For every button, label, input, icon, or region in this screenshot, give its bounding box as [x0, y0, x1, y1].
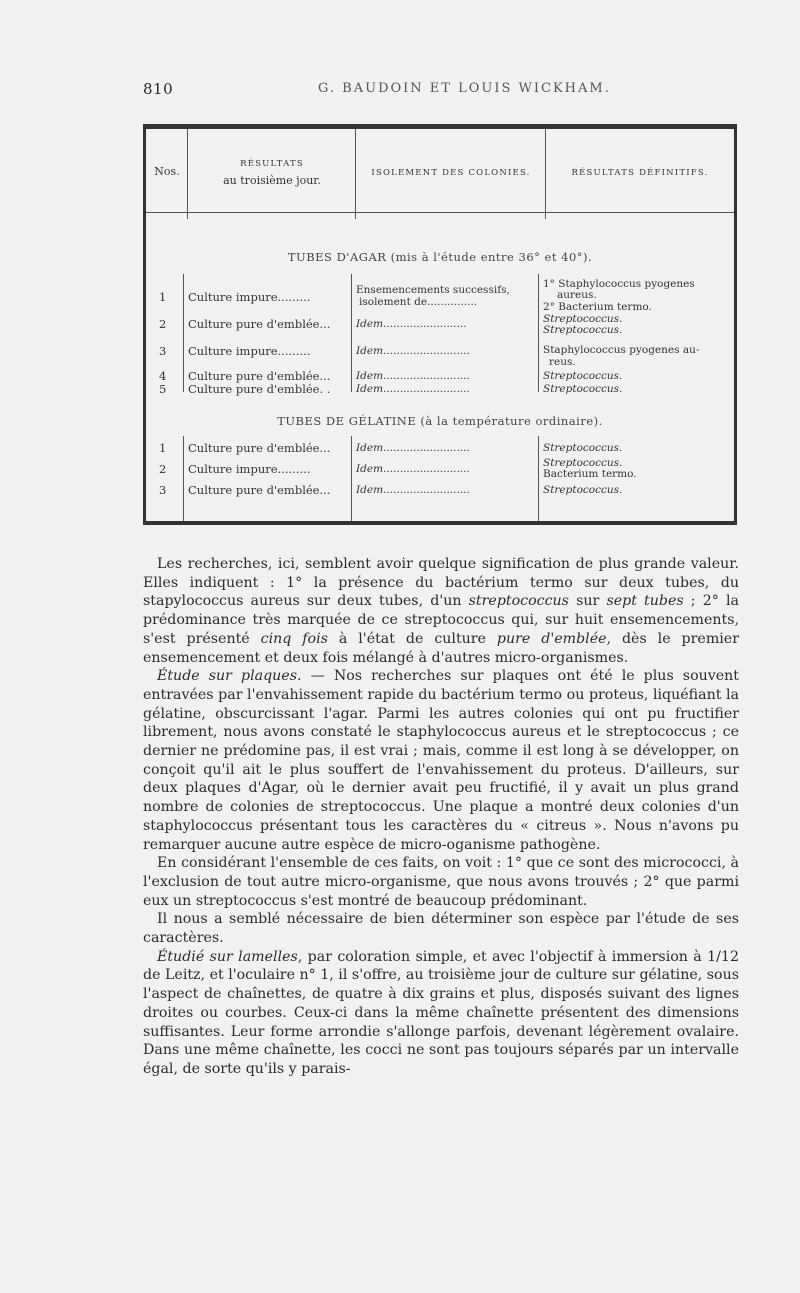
agar-row-1-final-2: aureus. [557, 289, 597, 301]
agar-row-3-num: 3 [159, 344, 167, 358]
agar-row-1-result: Culture impure......... [188, 290, 311, 304]
paragraph-plates [143, 667, 739, 854]
table-left-border [143, 124, 146, 525]
agar-row-2-result: Culture pure d'emblée... [188, 317, 331, 331]
text-run-italic: sept tubes [606, 593, 684, 610]
col-rule [538, 274, 539, 392]
col-rule [183, 436, 184, 521]
paragraph-lamelles [143, 948, 739, 1079]
agar-row-5-result: Culture pure d'emblée. . [188, 382, 331, 396]
col-rule [183, 274, 184, 392]
agar-row-4-final: Streptococcus. [543, 370, 623, 382]
agar-row-1-num: 1 [159, 290, 167, 304]
results-table [143, 124, 737, 526]
col-rule [351, 436, 352, 521]
col-header-num: Nos. [154, 165, 180, 178]
section-gelatine-title: TUBES DE GÉLATINE (à la température ordinaire). [277, 414, 603, 428]
agar-row-1-final: 1° Staphylococcus pyogenes [543, 278, 695, 290]
agar-row-3-final: Staphylococcus pyogenes au- [543, 344, 700, 356]
text-run: sur [568, 593, 607, 610]
agar-row-3-isolation: Idem.......................... [356, 345, 470, 357]
gelatine-row-3-num: 3 [159, 483, 167, 497]
header-rule [146, 212, 734, 213]
agar-row-4-result: Culture pure d'emblée... [188, 369, 331, 383]
text-run-italic: pure d'emblée [496, 630, 607, 647]
paragraph-conclusion: En considérant l'ensemble de ces faits, on voit : 1° que ce sont des micrococci, à l'exclusion de tout autre micro-organisme, que nous avons trouvés ; 2° que parmi eux un streptococcus s'est montré de beaucoup prédominant. [143, 855, 739, 909]
body-text [143, 555, 739, 1079]
col-header-results: RÉSULTATS [240, 159, 304, 169]
gelatine-row-3-final: Streptococcus. [543, 484, 623, 496]
text-run-italic: cinq fois [260, 630, 328, 647]
agar-row-2-num: 2 [159, 317, 167, 331]
agar-row-5-final: Streptococcus. [543, 383, 623, 395]
agar-row-4-num: 4 [159, 369, 167, 383]
col-rule [351, 274, 352, 392]
agar-row-5-num: 5 [159, 382, 167, 396]
section-agar-title: TUBES D'AGAR (mis à l'étude entre 36° et 40°). [287, 250, 593, 264]
section-heading-italic: Étudié sur lamelles [157, 948, 298, 965]
gelatine-row-2-result: Culture impure......... [188, 462, 311, 476]
gelatine-row-2-final: Streptococcus. [543, 457, 623, 469]
gelatine-row-1-final: Streptococcus. [543, 442, 623, 454]
agar-row-2-final: Streptococcus. [543, 313, 623, 325]
gelatine-row-1-isolation: Idem.......................... [356, 442, 470, 454]
gelatine-row-3-isolation: Idem.......................... [356, 484, 470, 496]
running-title: G. BAUDOIN ET LOUIS WICKHAM. [318, 81, 611, 96]
text-run: , par coloration simple, et avec l'objectif à immersion à 1/12 de Leitz, et l'oculaire n° 1, il s'offre, au troisième jour de culture sur gélatine, sous l'aspect de chaînettes, de quatre à dix grains et plus, disposés suivant des lignes droites ou courbes. Ceux-ci dans la même chaînette présentent des dimensions suffisantes. Leur forme arrondie s'allonge parfois, devenant légèrement ovalaire. Dans une même chaînette, les cocci ne sont pas toujours séparés par un intervalle égal, de sorte qu'ils y parais- [143, 948, 739, 1077]
agar-row-4-isolation: Idem.......................... [356, 370, 470, 382]
agar-row-5-isolation: Idem.......................... [356, 383, 470, 395]
text-run: à l'état de culture [327, 630, 497, 647]
agar-row-3-result: Culture impure......... [188, 344, 311, 358]
page-number: 810 [143, 80, 174, 98]
gelatine-row-2-num: 2 [159, 462, 167, 476]
table-top-border [143, 124, 737, 129]
table-bottom-border [143, 521, 737, 525]
agar-row-1-isolation: Ensemencements successifs, [356, 284, 510, 296]
col-header-results-sub: au troisième jour. [223, 174, 321, 187]
gelatine-row-1-num: 1 [159, 441, 167, 455]
text-run: ; 2° la prédominance très marquée de ce streptococcus qui, sur huit ensemencements, s'est présenté [143, 593, 739, 647]
agar-row-2-final-2: Streptococcus. [543, 324, 623, 336]
paragraph-species: Il nous a semblé nécessaire de bien déterminer son espèce par l'étude de ses caractères. [143, 911, 739, 947]
col-header-isolation: ISOLEMENT DES COLONIES. [371, 168, 531, 178]
text-run: , dès le premier ensemencement et deux fois mélangé à d'autres micro-organismes. [143, 630, 739, 666]
agar-row-2-isolation: Idem......................... [356, 318, 467, 330]
table-right-border [734, 124, 737, 525]
col-rule [355, 129, 356, 219]
agar-row-1-final-3: 2° Bacterium termo. [543, 301, 652, 313]
text-run: Les recherches, ici, semblent avoir quelque signification de plus grande valeur. Elles indiquent : 1° la présence du bactérium termo sur deux tubes, du stapylococcus aureus sur deux tubes, d'un [143, 556, 739, 610]
col-header-final: RÉSULTATS DÉFINITIFS. [571, 168, 709, 178]
gelatine-row-1-result: Culture pure d'emblée... [188, 441, 331, 455]
agar-row-3-final-2: reus. [549, 356, 576, 368]
section-heading-italic: Étude sur plaques. [157, 668, 302, 685]
col-rule [545, 129, 546, 219]
gelatine-row-2-final-2: Bacterium termo. [543, 468, 637, 480]
text-run-italic: streptococcus [468, 593, 569, 610]
paragraph-findings [143, 555, 739, 667]
gelatine-row-2-isolation: Idem.......................... [356, 463, 470, 475]
text-run: — Nos recherches sur plaques ont été le plus souvent entravées par l'envahissement rapide du bactérium termo ou proteus, liquéfiant la gélatine, obscurcissant l'agar. Parmi les autres colonies qui ont pu fructifier librement, nous avons constaté le staphylococcus aureus et le streptococcus ; ce dernier ne prédomine pas, il est vrai ; mais, comme il est long à se développer, on conçoit qu'il ait le plus souffert de l'envahissement du proteus. D'ailleurs, sur deux plaques d'Agar, où le dernier avait peu fructifié, il y avait un plus grand nombre de colonies de streptococcus. Une plaque a montré deux colonies d'un staphylococcus présentant tous les caractères du « citreus ». Nous n'avons pu remarquer aucune autre espèce de micro-oganisme pathogène. [143, 668, 739, 853]
col-rule [538, 436, 539, 521]
gelatine-row-3-result: Culture pure d'emblée... [188, 483, 331, 497]
agar-row-1-isolation-2: isolement de............... [359, 296, 478, 308]
